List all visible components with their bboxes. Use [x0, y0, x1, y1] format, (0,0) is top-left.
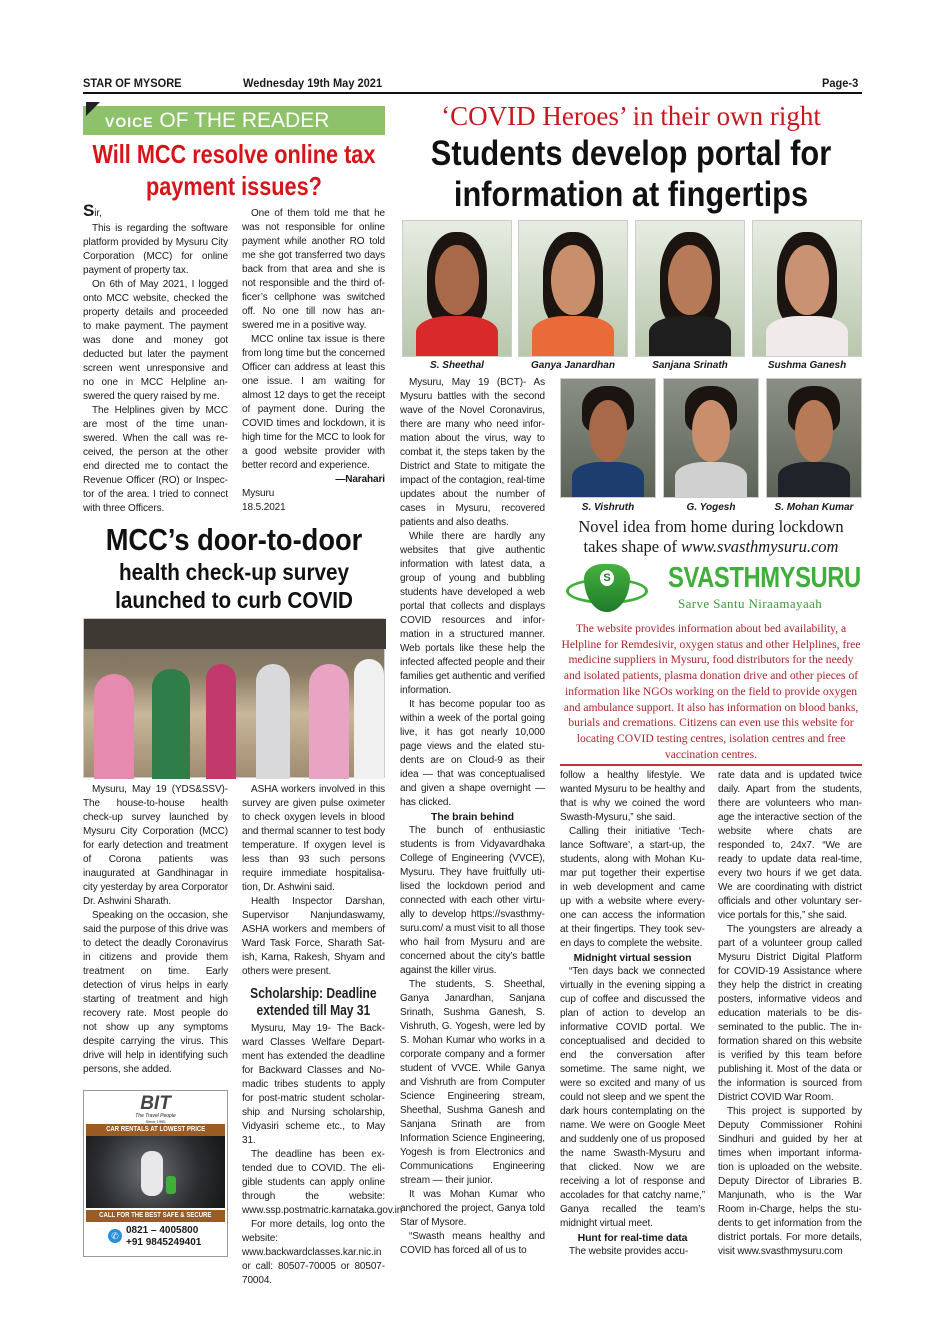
letter-signature: —Narahari — [335, 474, 385, 485]
paragraph: “Swasth means healthy and COVID has forced all of us to — [400, 1231, 545, 1256]
paragraph: Health Inspector Darshan, Supervisor Nanjundaswamy, ASHA workers and members of Ward Task Force, Sharath Satish, Karna, Rakesh, Shyam and others were present. — [242, 896, 385, 977]
page-number: Page-3 — [822, 76, 859, 90]
photo-caption: S. Vishruth — [581, 502, 635, 513]
subheading: The brain behind — [431, 811, 514, 823]
ad-phone-2[interactable]: +91 9845249401 — [126, 1237, 202, 1248]
letter-place: Mysuru — [242, 488, 275, 499]
photo-caption: S. Mohan Kumar — [774, 502, 854, 513]
corner-triangle-icon — [86, 102, 100, 116]
portal-column-c — [718, 769, 862, 1263]
voice-of-reader-banner — [83, 106, 385, 135]
logo-name: SVASTHMYSURU — [668, 562, 861, 594]
subheading: Hunt for real-time data — [577, 1232, 688, 1244]
photo-caption: Sanjana Srinath — [652, 360, 728, 371]
paragraph: It was Mohan Kumar who anchored the project, Ganya told Star of Mysore. — [400, 1189, 545, 1228]
ad-brand-logo: BIT — [140, 1093, 171, 1114]
portal-headline-1: Students develop portal for — [430, 134, 832, 173]
voice-label-rest: OF THE READER — [153, 109, 330, 132]
portal-kicker: ‘COVID Heroes’ in their own right — [441, 101, 821, 131]
paragraph: Mysuru, May 19 (BCT)- As Mysuru battles with the second wave of the Novel Coronavirus, there are many who need information about the virus, way to combat it, the steps taken by the District and State to mitigate the impact of the contagion, real-time updates about the number of cases in Mysuru, recovered patients and also deaths. — [400, 377, 545, 528]
paragraph: The website provides accu- — [569, 1246, 689, 1257]
survey-column-1 — [83, 783, 228, 1078]
scholarship-body — [242, 1022, 403, 1286]
paragraph: The deadline has been extended due to COVID. The eligible students can apply online through the website: www.ssp.postmatric.karnataka.gov.in — [242, 1149, 403, 1216]
box-title — [560, 517, 862, 557]
salutation: ir, — [94, 208, 102, 219]
portrait-photo — [766, 378, 862, 498]
box-title-line-2: takes shape of — [583, 537, 682, 556]
paragraph: MCC online tax issue is there from long time but the concerned Officer can address at least this one issue. I am waiting for almost 12 days to get the receipt of payment done. During the COVID times and lockdown, it is high time for the MCC to look for a good website provider with better record and experience. — [242, 334, 385, 471]
portrait-photo — [663, 378, 759, 498]
paragraph: One of them told me that he was not responsible for online payment while another RO told me she got transferred two days back from that area and she is not responsible and the third officer’s cellphone was switched off. No one till now has answered me in a positive way. — [242, 208, 385, 331]
letter-column-1 — [83, 203, 228, 515]
photo-caption: S. Sheethal — [430, 360, 484, 371]
survey-headline-2: health check-up survey — [118, 559, 350, 585]
paragraph: Mysuru, May 19- The Backward Classes Welfare Department has extended the deadline for Backward Classes and Nomadic tribes students to apply for post-matric student scholarship and Nursing scholarship, Vidyasiri scheme etc., to May 31. — [242, 1023, 385, 1146]
letter-column-2 — [242, 207, 385, 517]
logo-tagline: Sarve Santu Niraamayaah — [678, 596, 823, 611]
portrait-photo — [560, 378, 656, 498]
ad-photo — [86, 1136, 225, 1208]
paragraph: This is regarding the software platform provided by Mysuru City Corporation (MCC) for online payment of property tax. — [83, 223, 228, 276]
box-title-url[interactable]: www.svasthmysuru.com — [681, 537, 839, 556]
issue-date: Wednesday 19th May 2021 — [243, 76, 383, 90]
box-divider — [560, 764, 862, 766]
box-description: The website provides information about bed availability, a Helpline for Remdesivir, oxygen status and other Helplines, free medicine suppliers in Mysuru, food distributors for the needy and isolated patients, plasma donation drive and other pieces of information like NGOs working on the field to provide oxygen and ambulance support. It also has information on blood banks, burials and cremations. Citizens can even use this website for locating COVID testing centres, isolation centres and free vaccination centres. — [561, 622, 861, 761]
ad-band-bottom-text: CALL FOR THE BEST SAFE & SECURE — [99, 1212, 212, 1219]
portal-column-a — [400, 376, 545, 1264]
letter-date: 18.5.2021 — [242, 502, 286, 513]
paragraph: follow a healthy lifestyle. We wanted Mysuru to be healthy and that is why we coined the word Swasth-Mysuru,” she said. — [560, 770, 705, 823]
ad-band-bottom — [86, 1210, 225, 1222]
photo-caption: Ganya Janardhan — [531, 360, 615, 371]
paragraph: While there are hardly any websites that give authentic information with latest data, a group of young and bubbling students have developed a web portal that collects and displays COVID resources and information in a structured manner. Web portals like these help the infected affected people and their families get authentic and verified information. — [400, 531, 545, 696]
photo-caption: Sushma Ganesh — [767, 360, 847, 371]
paragraph: It has become popular too as within a week of the portal going live, it has got nearly 10,000 page views and the elated students are on Cloud-9 as their idea — that was conceptualised and given a shape overnight — has clicked. — [400, 699, 545, 808]
paragraph: The youngsters are already a part of a volunteer group called Mysuru District Digital Platform for COVID-19 Assistance where they help the district in creating posters, informative videos and education materials to be disseminated to the public. The information shared on this website is verified by this team before publishing it. Most of the data or the information is sourced from District COVID War Room. — [718, 924, 862, 1103]
ad-phone-1[interactable]: 0821 – 4005800 — [126, 1225, 199, 1236]
logo-letter: S — [600, 570, 614, 586]
ad-band-top-text: CAR RENTALS AT LOWEST PRICE — [105, 1126, 206, 1133]
paragraph: The students, S. Sheethal, Ganya Janardhan, Sanjana Srinath, Sushma Ganesh, S. Vishruth, G. Yogesh, were led by S. Mohan Kumar who works in a corporate company and a former student of VVCE. While Ganya and Vishruth are from Computer Science Engineering stream, Sheethal, Sushma Ganesh and Sanjana Srinath are from Information Science Engineering, Yogesh is from Electronics and Communications Engineering stream — their junior. — [400, 979, 545, 1186]
portrait-photo — [518, 220, 628, 357]
svasthmysuru-logo-icon — [566, 560, 648, 620]
ad-tagline: The Travel People — [135, 1113, 176, 1119]
survey-column-2 — [242, 783, 385, 977]
survey-photo — [83, 618, 385, 778]
drop-cap: S — [83, 201, 95, 220]
masthead-rule — [83, 92, 862, 94]
paragraph: Speaking on the occasion, she said the purpose of this drive was to detect the deadly Coronavirus in citizens and provide them treatment on time. Early detection of virus helps in early starting of treatment and high recovery rate. Most people do not show up any symptoms despite carrying the virus. This drive will help in identifying such persons, she added. — [83, 910, 229, 1075]
paragraph: The Helplines given by MCC are most of the time unanswered. When the call was received, the person at the other end directed me to contact the Revenue Officer (RO) or Inspector of the area. I tried to connect with three Officers. — [83, 405, 228, 514]
car-rental-advertisement[interactable] — [83, 1090, 228, 1257]
portrait-photo — [635, 220, 745, 357]
photo-caption: G. Yogesh — [686, 502, 736, 513]
paragraph: rate data and is updated twice daily. Apart from the students, there are volunteers who manage the interactive section of the website where chats are responded to, 24x7. “We are ready to update data real-time, every two hours if we get data. We are coordinating with district officials and other voluntary service portals for this,” she said. — [718, 770, 862, 921]
paragraph: For more details, log onto the website: www.backwardclasses.kar.nic.in or call: 80507-70005 or 80507-70004. — [242, 1219, 385, 1286]
box-title-line-1: Novel idea from home during lockdown — [578, 517, 844, 536]
paragraph: Calling their initiative ‘Techlance Software’, a start-up, the students, along with Mohan Kumar put together their expertise in web development and came up with a website where everyone can access the information at their fingertips. They took seven days to complete the website. — [560, 826, 705, 949]
phone-icon: ✆ — [108, 1229, 122, 1243]
scholarship-headline: Scholarship: Deadline extended till May 31 — [250, 986, 377, 1019]
ad-band-top — [86, 1124, 225, 1136]
survey-headline-1: MCC’s door-to-door — [105, 522, 363, 557]
subheading: Midnight virtual session — [573, 952, 692, 964]
paragraph: ASHA workers involved in this survey are given pulse oximeter to check oxygen levels in blood and thermal scanner to test body temperature. If oxygen level is less than 93 such persons require immediate hospitalisation, Dr. Ashwini said. — [242, 784, 385, 893]
ad-since: Since 1995 — [145, 1119, 166, 1124]
portrait-photo — [752, 220, 862, 357]
portal-column-b — [560, 769, 705, 1263]
paragraph: Mysuru, May 19 (YDS&SSV)- The house-to-house health check-up survey launched by Mysuru City Corporation (MCC) for early detection and treatment of Corona patients was inaugurated at Gandhinagar in city yesterday by area Corporator Dr. Ashwini Sharath. — [83, 784, 228, 907]
paragraph: On 6th of May 2021, I logged onto MCC website, checked the property details and proceeded to make payment. The payment was done and money got deducted but later the payment screen went unresponsive and no one in MCC Helpline answered the query raised by me. — [83, 279, 228, 402]
portrait-photo — [402, 220, 512, 357]
paragraph: “Ten days back we connected virtually in the evening sipping a cup of coffee and discussed the plan of action to develop an informative COVID portal. We conceptualised and decided to end the conversation after sometime. The same night, we were so excited and many of us could not sleep and we spent the dark hours contemplating on the name. We were on Google Meet and suddenly one of us proposed the name Swasth-Mysuru and that clicked. Now we are receiving a lot of response and accolades for that catchy name,” Ganya recalled the team’s midnight virtual meet. — [560, 966, 705, 1229]
paragraph: This project is supported by Deputy Commissioner Rohini Sindhuri and guided by her at times when important information is uploaded on the website. Deputy Director of Libraries B. Manjunath, who is the War Room in-Charge, helps the students to get information from the district portals. For more details, visit www.svasthmysuru.com — [718, 1106, 862, 1257]
paragraph: The bunch of enthusiastic students is from Vidyavardhaka College of Engineering (VVCE), Mysuru. They have fruitfully utilised the lockdown period and connected with each other virtually to develop https://svasthmysuru.com/ a must visit to all those who hail from Mysuru and are concerned about the city’s battle against the killer virus. — [400, 825, 545, 976]
letter-headline: Will MCC resolve online tax payment issues? — [92, 139, 376, 201]
survey-headline-3: launched to curb COVID — [115, 587, 353, 613]
newspaper-name: STAR OF MYSORE — [83, 76, 182, 90]
portal-headline-2: information at fingertips — [453, 175, 809, 214]
voice-label: VOICE — [105, 114, 154, 130]
